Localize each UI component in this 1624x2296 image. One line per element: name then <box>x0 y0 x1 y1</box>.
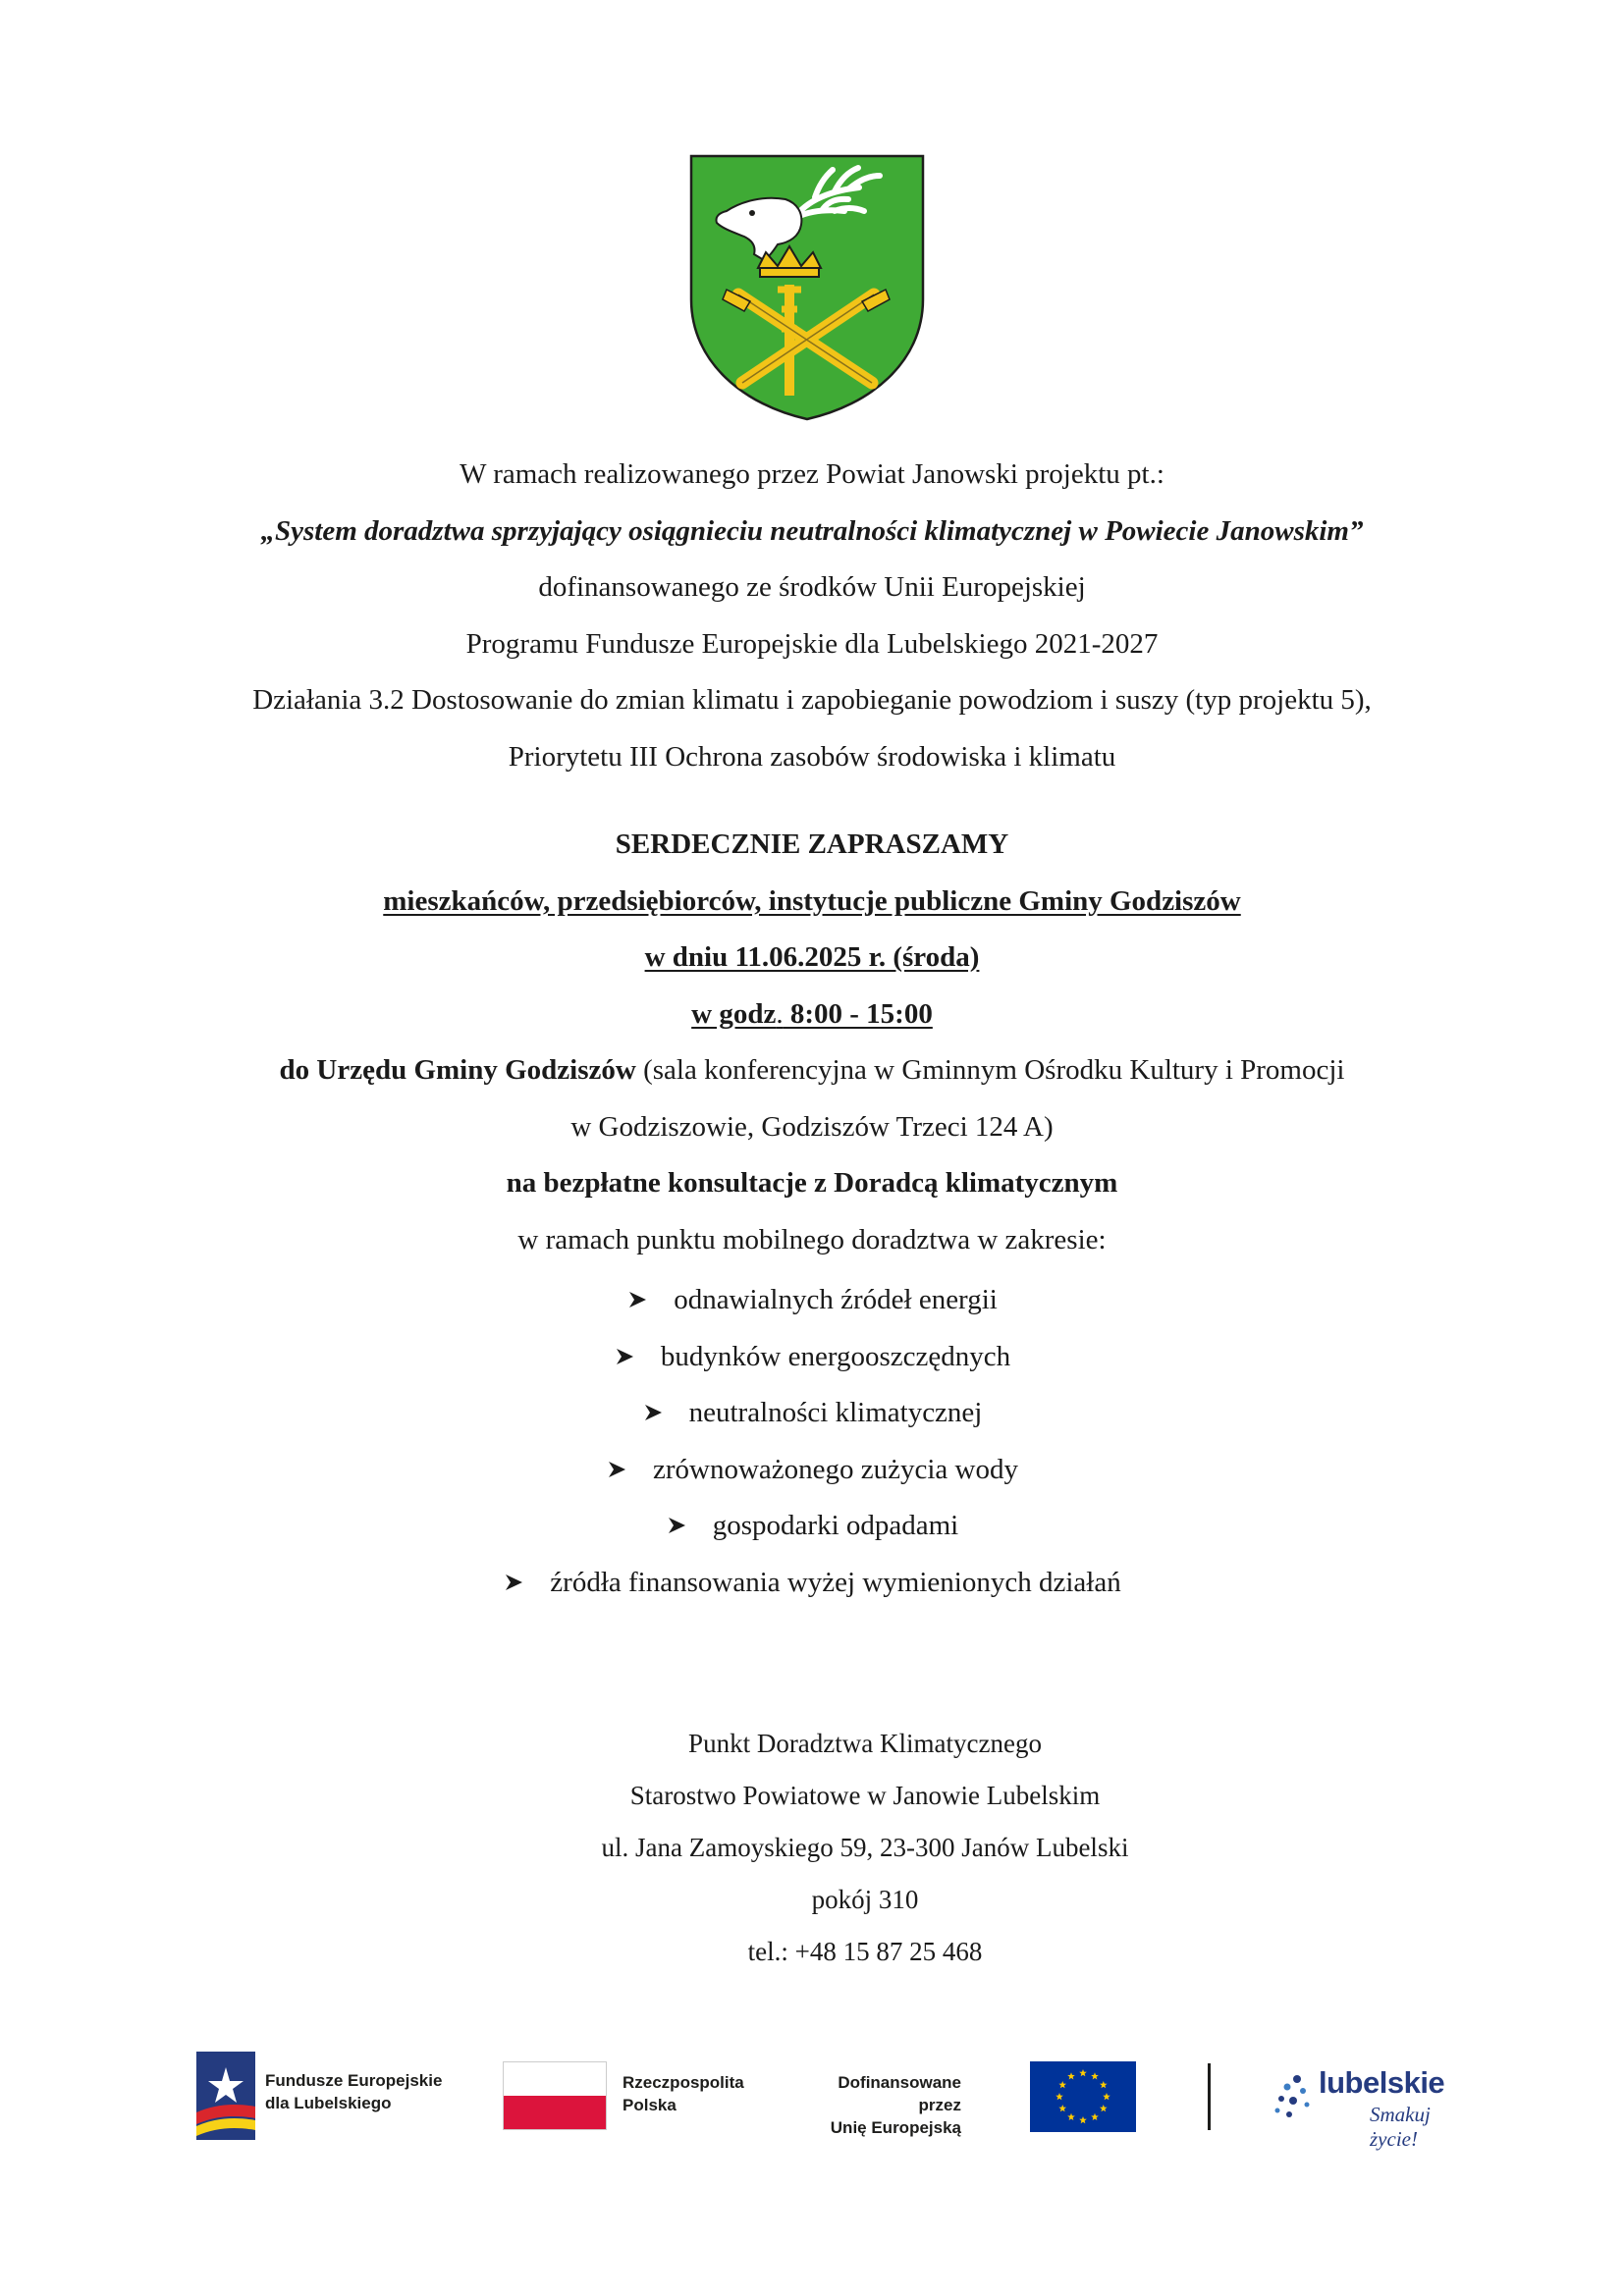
pl-caption-line2: Polska <box>623 2096 677 2114</box>
contact-office: Punkt Doradztwa Klimatycznego <box>688 1729 1042 1758</box>
contact-room: pokój 310 <box>811 1885 919 1914</box>
event-hours-prefix: w godz <box>691 997 777 1030</box>
funding-logos <box>196 2042 1492 2150</box>
fe-caption-line1: Fundusze Europejskie <box>265 2071 443 2090</box>
contact-block <box>0 1718 1624 1978</box>
topics-list <box>0 1272 1624 1611</box>
list-item <box>0 1272 1624 1329</box>
topic-label: odnawialnych źródeł energii <box>674 1284 998 1315</box>
arrow-bullet-icon <box>614 1346 635 1367</box>
lubelskie-logo <box>1272 2061 1483 2151</box>
event-hours <box>0 987 1624 1043</box>
pl-caption-line1: Rzeczpospolita <box>623 2073 744 2092</box>
invitation-heading: SERDECZNIE ZAPRASZAMY <box>615 828 1009 860</box>
event-venue-name: do Urzędu Gminy Godziszów <box>279 1054 636 1086</box>
project-title: „System doradztwa sprzyjający osiągnieciu neutralności klimatycznej w Powiecie Janowskim” <box>260 514 1364 547</box>
intro-block <box>0 447 1624 785</box>
fundusze-europejskie-logo <box>196 2052 471 2140</box>
contact-phone: tel.: +48 15 87 25 468 <box>747 1937 983 1966</box>
intro-line: dofinansowanego ze środków Unii Europejskiej <box>538 571 1086 603</box>
intro-line: W ramach realizowanego przez Powiat Janowski projektu pt.: <box>460 458 1164 490</box>
rzeczpospolita-polska-logo <box>503 2061 778 2130</box>
lubelskie-emblem-icon <box>1272 2065 1319 2124</box>
scope-intro: w ramach punktu mobilnego doradztwa w zakresie: <box>517 1223 1107 1255</box>
arrow-bullet-icon <box>606 1459 627 1480</box>
intro-line: Programu Fundusze Europejskie dla Lubelskiego 2021-2027 <box>465 627 1159 660</box>
pl-caption <box>623 2071 744 2116</box>
eu-caption-line2: Unię Europejską <box>830 2118 961 2137</box>
arrow-bullet-icon <box>503 1572 524 1593</box>
topic-label: zrównoważonego zużycia wody <box>652 1453 1018 1485</box>
event-hours-dot: . <box>776 997 784 1030</box>
intro-line: Priorytetu III Ochrona zasobów środowiska i klimatu <box>508 740 1116 773</box>
event-venue <box>0 1042 1624 1099</box>
event-venue-address: w Godziszowie, Godziszów Trzeci 124 A) <box>570 1110 1054 1143</box>
arrow-bullet-icon <box>626 1289 648 1310</box>
topic-label: gospodarki odpadami <box>712 1510 959 1541</box>
list-item <box>0 1442 1624 1499</box>
event-venue-details: (sala konferencyjna w Gminnym Ośrodku Kultury i Promocji <box>635 1054 1345 1086</box>
topic-label: neutralności klimatycznej <box>688 1397 983 1428</box>
topic-label: źródła finansowania wyżej wymienionych działań <box>550 1566 1121 1598</box>
eu-caption <box>812 2071 961 2139</box>
arrow-bullet-icon <box>642 1402 664 1423</box>
event-purpose: na bezpłatne konsultacje z Doradcą klimatycznym <box>506 1167 1118 1199</box>
intro-line: Działania 3.2 Dostosowanie do zmian klimatu i zapobieganie powodziom i suszy (typ projektu 5), <box>252 684 1372 716</box>
list-item <box>0 1498 1624 1555</box>
lubelskie-wordmark: lubelskie <box>1319 2065 1445 2100</box>
contact-address: ul. Jana Zamoyskiego 59, 23-300 Janów Lubelski <box>601 1833 1129 1862</box>
topic-label: budynków energooszczędnych <box>660 1340 1011 1372</box>
list-item <box>0 1329 1624 1386</box>
list-item <box>0 1385 1624 1442</box>
invitation-block <box>0 817 1624 1268</box>
invitation-audience: mieszkańców, przedsiębiorców, instytucje publiczne Gminy Godziszów <box>383 884 1241 917</box>
event-hours-value: 8:00 - 15:00 <box>783 997 933 1030</box>
eu-flag-icon <box>1030 2061 1136 2132</box>
polish-flag-icon <box>503 2061 607 2130</box>
fe-caption <box>265 2069 442 2114</box>
eu-caption-line1: Dofinansowane przez <box>838 2073 961 2114</box>
arrow-bullet-icon <box>666 1515 687 1536</box>
logo-separator <box>1208 2063 1211 2130</box>
coat-of-arms-icon <box>687 152 927 422</box>
event-date: w dniu 11.06.2025 r. (środa) <box>644 941 980 973</box>
lubelskie-tagline: Smakuj życie! <box>1370 2103 1431 2151</box>
eu-cofinanced-logo <box>812 2061 1141 2137</box>
fe-emblem-icon <box>196 2052 255 2140</box>
fe-caption-line2: dla Lubelskiego <box>265 2094 392 2112</box>
contact-institution: Starostwo Powiatowe w Janowie Lubelskim <box>629 1781 1101 1810</box>
list-item <box>0 1555 1624 1612</box>
